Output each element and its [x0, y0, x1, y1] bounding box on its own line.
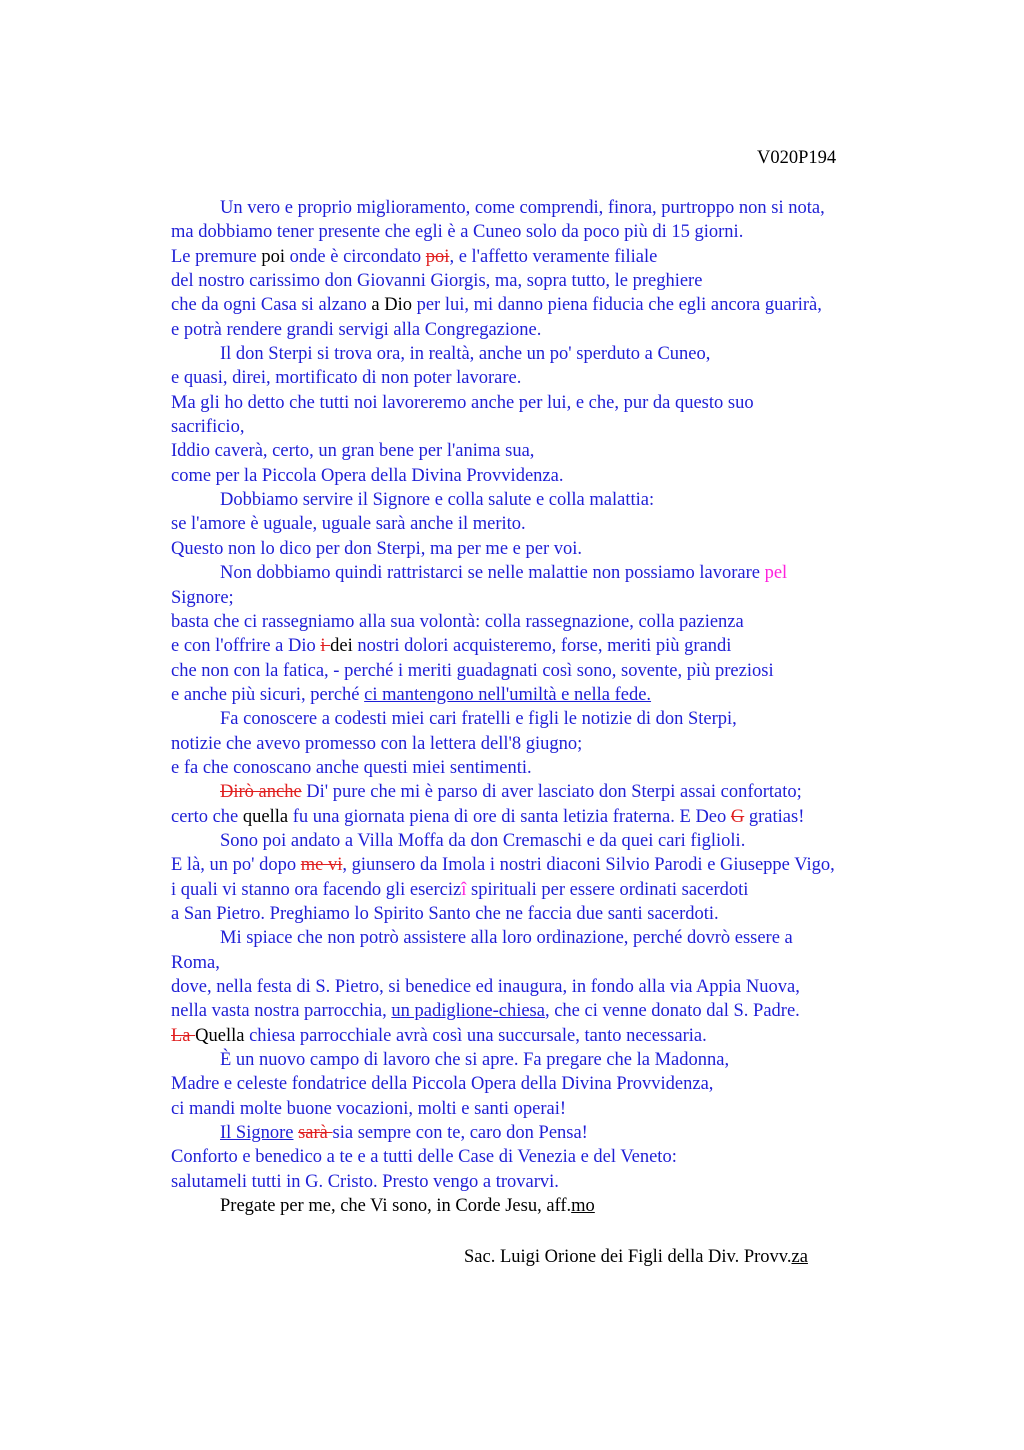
text-segment: onde è circondato — [285, 246, 426, 267]
text-segment: poi — [261, 246, 286, 267]
text-segment: i — [320, 636, 331, 657]
text-segment: fu una giornata piena di ore di santa letizia fraterna. E Deo — [288, 806, 731, 827]
text-segment: Mi spiace che non potrò assistere alla loro ordinazione, perché dovrò essere a — [220, 928, 793, 949]
text-segment: nella vasta nostra parrocchia, — [171, 1001, 392, 1022]
text-segment: Di' pure che mi è parso di aver lasciato don Sterpi assai confortato; — [301, 782, 802, 803]
text-segment: e con l'offrire a Dio — [171, 636, 321, 657]
text-segment: i quali vi stanno ora facendo gli esercizî — [171, 879, 467, 900]
text-line — [171, 975, 931, 999]
text-segment: Quella — [195, 1025, 245, 1046]
text-segment: Non dobbiamo quindi rattristarci se nelle malattie non possiamo lavorare — [220, 563, 765, 584]
text-segment: e anche più sicuri, perché — [171, 684, 365, 705]
text-line — [171, 269, 931, 293]
text-line — [171, 586, 931, 610]
text-segment: basta che ci rassegniamo alla sua volontà: colla rassegnazione, colla pazienza — [171, 611, 744, 632]
text-segment: , che ci venne donato dal S. Padre. — [544, 1001, 800, 1022]
text-line — [171, 707, 931, 731]
text-line — [171, 1194, 931, 1218]
text-segment: che da ogni Casa si alzano — [171, 295, 372, 316]
text-segment: Signore; — [171, 587, 234, 608]
text-line — [171, 1097, 931, 1121]
text-segment: nostri dolori acquisteremo, forse, meriti più grandi — [352, 636, 732, 657]
text-segment: Madre e celeste fondatrice della Piccola Opera della Divina Provvidenza, — [171, 1074, 714, 1095]
signature — [464, 1247, 808, 1268]
signature-suffix: za — [791, 1247, 808, 1267]
text-line — [171, 439, 931, 463]
text-line — [171, 1024, 931, 1048]
text-segment: chiesa parrocchiale avrà così una succursale, tanto necessaria. — [244, 1025, 707, 1046]
text-line — [171, 488, 931, 512]
text-line — [171, 512, 931, 536]
text-line — [171, 1072, 931, 1096]
text-line — [171, 1048, 931, 1072]
text-segment: come per la Piccola Opera della Divina Provvidenza. — [171, 465, 564, 486]
text-segment: mo — [571, 1196, 595, 1217]
text-segment: quella — [242, 806, 289, 827]
text-segment: ci mantengono nell'umiltà e nella fede. — [364, 684, 652, 705]
text-line — [171, 415, 931, 439]
text-line — [171, 829, 931, 853]
text-segment: notizie che avevo promesso con la lettera dell'8 giugno; — [171, 733, 583, 754]
text-segment: La — [171, 1025, 196, 1046]
text-segment: Iddio caverà, certo, un gran bene per l'anima sua, — [171, 441, 535, 462]
text-segment: certo che — [171, 806, 243, 827]
text-segment: che non con la fatica, - perché i meriti guadagnati così sono, sovente, più preziosi — [171, 660, 774, 681]
text-segment: È un nuovo campo di lavoro che si apre. Fa pregare che la Madonna, — [220, 1050, 730, 1071]
text-line — [171, 999, 931, 1023]
text-segment: Questo non lo dico per don Sterpi, ma per me e per voi. — [171, 538, 583, 559]
text-line — [171, 805, 931, 829]
text-line — [171, 220, 931, 244]
text-segment: E là, un po' dopo — [171, 855, 301, 876]
text-line — [171, 391, 931, 415]
text-line — [171, 318, 931, 342]
text-line — [171, 561, 931, 585]
text-line — [171, 1145, 931, 1169]
text-segment: Dirò anche — [220, 782, 302, 803]
text-segment: se l'amore è uguale, uguale sarà anche il merito. — [171, 514, 526, 535]
text-line — [171, 878, 931, 902]
text-line — [171, 732, 931, 756]
text-segment: salutameli tutti in G. Cristo. Presto vengo a trovarvi. — [171, 1171, 559, 1192]
text-segment: sarà — [298, 1123, 333, 1144]
text-segment: , e l'affetto veramente filiale — [449, 246, 658, 267]
text-line — [171, 926, 931, 950]
text-segment: Fa conoscere a codesti miei cari fratelli e figli le notizie di don Sterpi, — [220, 709, 737, 730]
text-line — [171, 634, 931, 658]
text-segment: Sono poi andato a Villa Moffa da don Cremaschi e da quei cari figlioli. — [220, 830, 746, 851]
text-segment: gratias! — [744, 806, 805, 827]
text-line — [171, 951, 931, 975]
letter-body — [171, 196, 931, 1218]
text-line — [171, 464, 931, 488]
page-code: V020P194 — [757, 148, 837, 168]
text-line — [171, 1170, 931, 1194]
text-segment: Le premure — [171, 246, 262, 267]
text-segment: sia sempre con te, caro don Pensa! — [332, 1123, 588, 1144]
text-line — [171, 342, 931, 366]
text-segment: Ma gli ho detto che tutti noi lavoreremo anche per lui, e che, pur da questo suo — [171, 392, 754, 413]
text-segment: Dobbiamo servire il Signore e colla salute e colla malattia: — [220, 490, 655, 511]
text-segment: Pregate per me, che Vi sono, in Corde Jesu, aff. — [220, 1196, 572, 1217]
text-segment: sacrificio, — [171, 417, 245, 438]
text-line — [171, 756, 931, 780]
text-line — [171, 853, 931, 877]
text-line — [171, 366, 931, 390]
signature-text: Sac. Luigi Orione dei Figli della Div. Provv. — [464, 1247, 792, 1267]
text-line — [171, 537, 931, 561]
text-line — [171, 683, 931, 707]
text-line — [171, 659, 931, 683]
text-segment: , giunsero da Imola i nostri diaconi Silvio Parodi e Giuseppe Vigo, — [342, 855, 835, 876]
text-segment: G — [730, 806, 745, 827]
text-segment: un padiglione-chiesa — [391, 1001, 545, 1022]
text-line — [171, 1121, 931, 1145]
text-segment: ci mandi molte buone vocazioni, molti e santi operai! — [171, 1098, 567, 1119]
text-segment: Dio — [384, 295, 412, 316]
text-segment: Un vero e proprio miglioramento, come comprendi, finora, purtroppo non si nota, — [220, 198, 825, 218]
text-segment: Il Signore — [220, 1123, 294, 1144]
text-line — [171, 780, 931, 804]
text-line — [171, 293, 931, 317]
text-line — [171, 610, 931, 634]
text-segment: Il don Sterpi si trova ora, in realtà, anche un po' sperduto a Cuneo, — [220, 344, 711, 365]
text-segment: Conforto e benedico a te e a tutti delle Case di Venezia e del Veneto: — [171, 1147, 677, 1168]
text-line — [171, 902, 931, 926]
text-segment: spirituali per essere ordinati sacerdoti — [466, 879, 749, 900]
text-segment: a — [371, 295, 380, 316]
text-segment: ma dobbiamo tener presente che egli è a Cuneo solo da poco più di 15 giorni. — [171, 222, 744, 243]
text-segment: poi — [425, 246, 450, 267]
text-line — [171, 245, 931, 269]
text-segment: per lui, mi danno piena fiducia che egli ancora guarirà, — [411, 295, 822, 316]
text-segment: dove, nella festa di S. Pietro, si benedice ed inaugura, in fondo alla via Appia Nuova, — [171, 977, 800, 997]
text-segment: a San Pietro. Preghiamo lo Spirito Santo che ne faccia due santi sacerdoti. — [171, 903, 719, 924]
text-segment: me vi — [300, 855, 343, 876]
text-segment: dei — [330, 636, 353, 657]
text-segment: e potrà rendere grandi servigi alla Congregazione. — [171, 319, 542, 340]
text-segment: pel — [764, 563, 788, 584]
text-segment: e quasi, direi, mortificato di non poter lavorare. — [171, 368, 522, 389]
text-segment: del nostro carissimo don Giovanni Giorgis, ma, sopra tutto, le preghiere — [171, 271, 703, 292]
text-line — [171, 196, 931, 220]
text-segment: e fa che conoscano anche questi miei sentimenti. — [171, 757, 532, 778]
text-segment: Roma, — [171, 952, 220, 973]
inserted-character: î — [461, 879, 467, 900]
